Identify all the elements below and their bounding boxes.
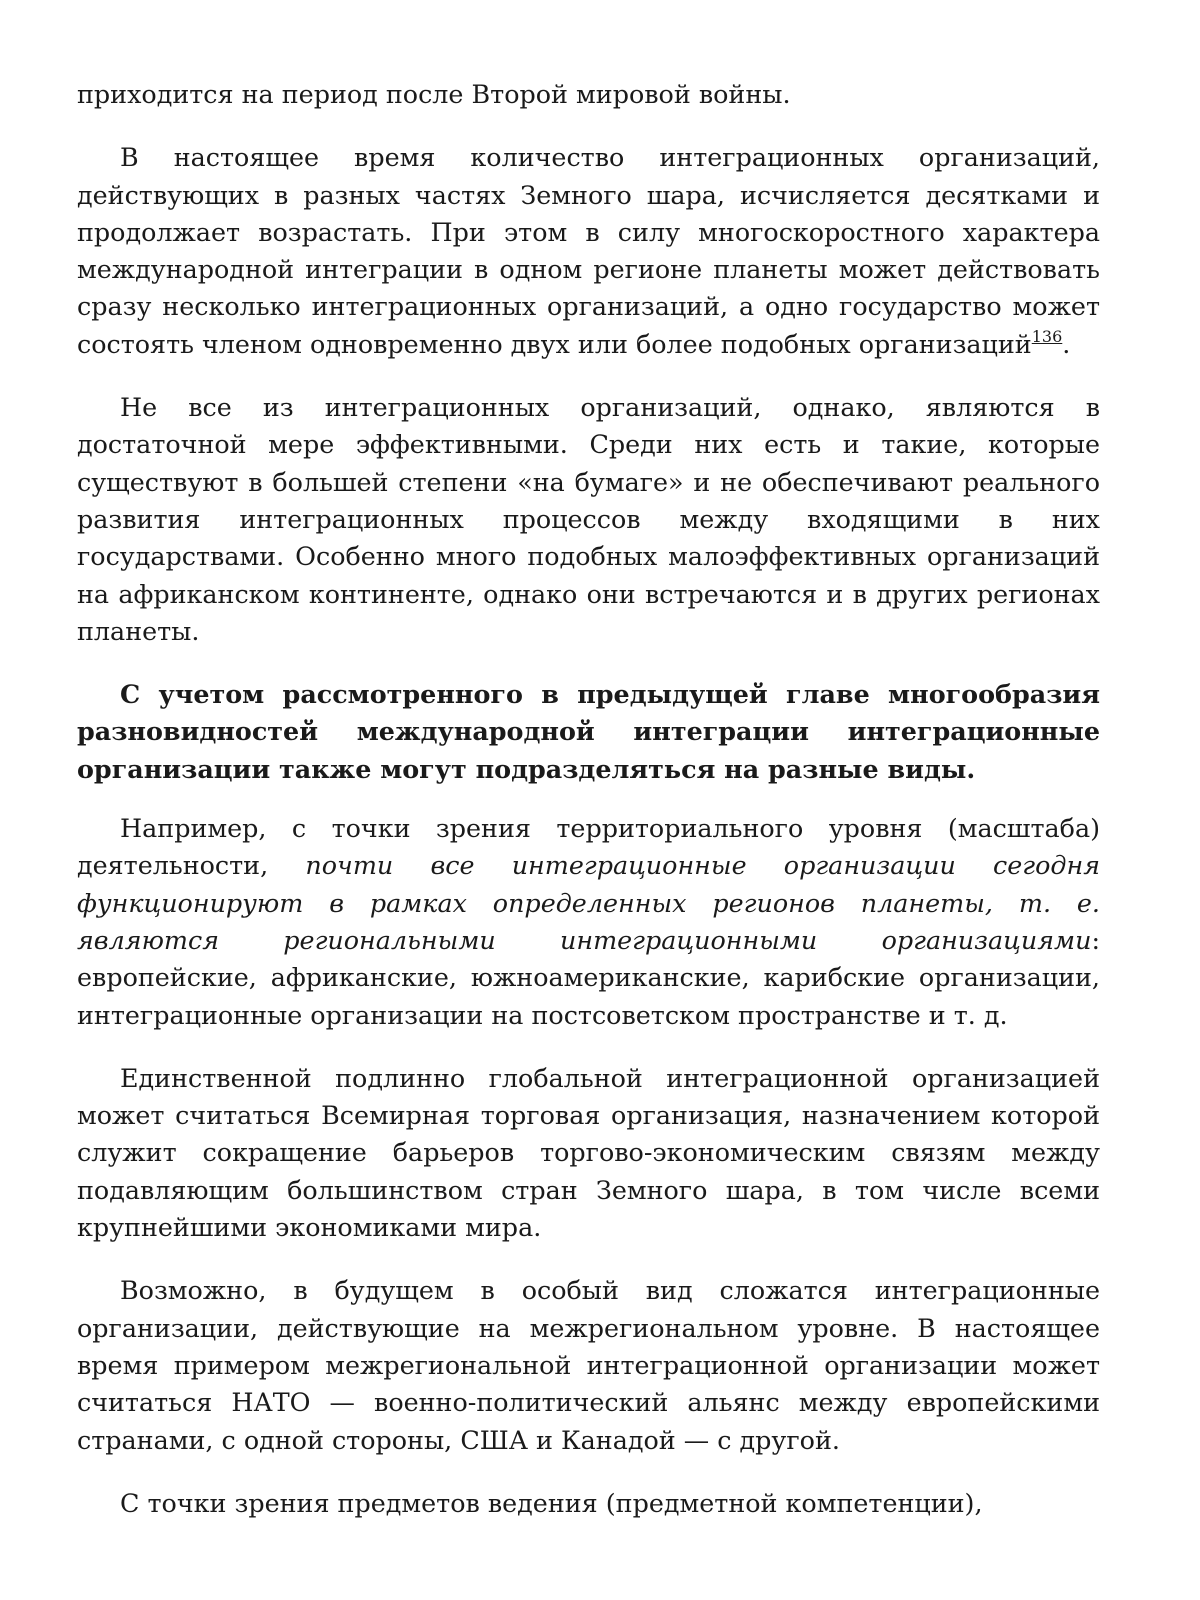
paragraph-interregional: Возможно, в будущем в особый вид сложатся интеграционные организации, действующие на межрегиональном уровне. В настоящее время примером межрегиональной интеграционной организации может считаться НАТО — военно-политический альянс между европейскими странами, с одной стороны, США и Канадой — с другой. [77,1275,1100,1455]
paragraph-territorial-level [77,810,1100,1034]
paragraph-bold-thesis: С учетом рассмотренного в предыдущей главе многообразия разновидностей международной интеграции интеграционные организации также могут подразделяться на разные виды. [77,679,1100,784]
paragraph-text: Например, с точки зрения территориального уровня (масштаба) деятельности, [77,813,1100,881]
footnote-reference-link[interactable]: 136 [1031,326,1063,346]
paragraph-text: В настоящее время количество интеграционных организаций, действующих в разных частях Земного шара, исчисляется десятками и продолжает возрастать. При этом в силу многоскоростного характера международной интеграции в одном регионе планеты может действовать сразу несколько интеграционных организаций, а одно государство может состоять членом одновременно двух или более подобных организаций [77,142,1100,359]
italic-emphasis: почти все интеграционные организации сегодня функционируют в рамках определенных регионов планеты, т. е. являются региональными интеграционными организациями [77,850,1100,955]
paragraph-effectiveness: Не все из интеграционных организаций, однако, являются в достаточной мере эффективными. Среди них есть и такие, которые существуют в большей степени «на бумаге» и не обеспечивают реального развития интеграционных процессов между входящими в них государствами. Особенно много подобных малоэффективных организаций на африканском континенте, однако они встречаются и в других регионах планеты. [77,392,1100,646]
paragraph-integration-count [77,139,1100,363]
paragraph-global-organization: Единственной подлинно глобальной интеграционной организацией может считаться Всемирная торговая организация, назначением которой служит сокращение барьеров торгово-экономическим связям между подавляющим большинством стран Земного шара, в том числе всеми крупнейшими экономиками мира. [77,1062,1100,1243]
paragraph-text-end: : европейские, африканские, южноамериканские, карибские организации, интеграционные организации на постсоветском пространстве и т. д. [77,924,1100,1030]
paragraph-continuation: приходится на период после Второй мировой войны. [77,79,791,109]
paragraph-subject-competence: С точки зрения предметов ведения (предметной компетенции), [120,1487,983,1518]
paragraph-end-punctuation: . [1062,328,1071,359]
